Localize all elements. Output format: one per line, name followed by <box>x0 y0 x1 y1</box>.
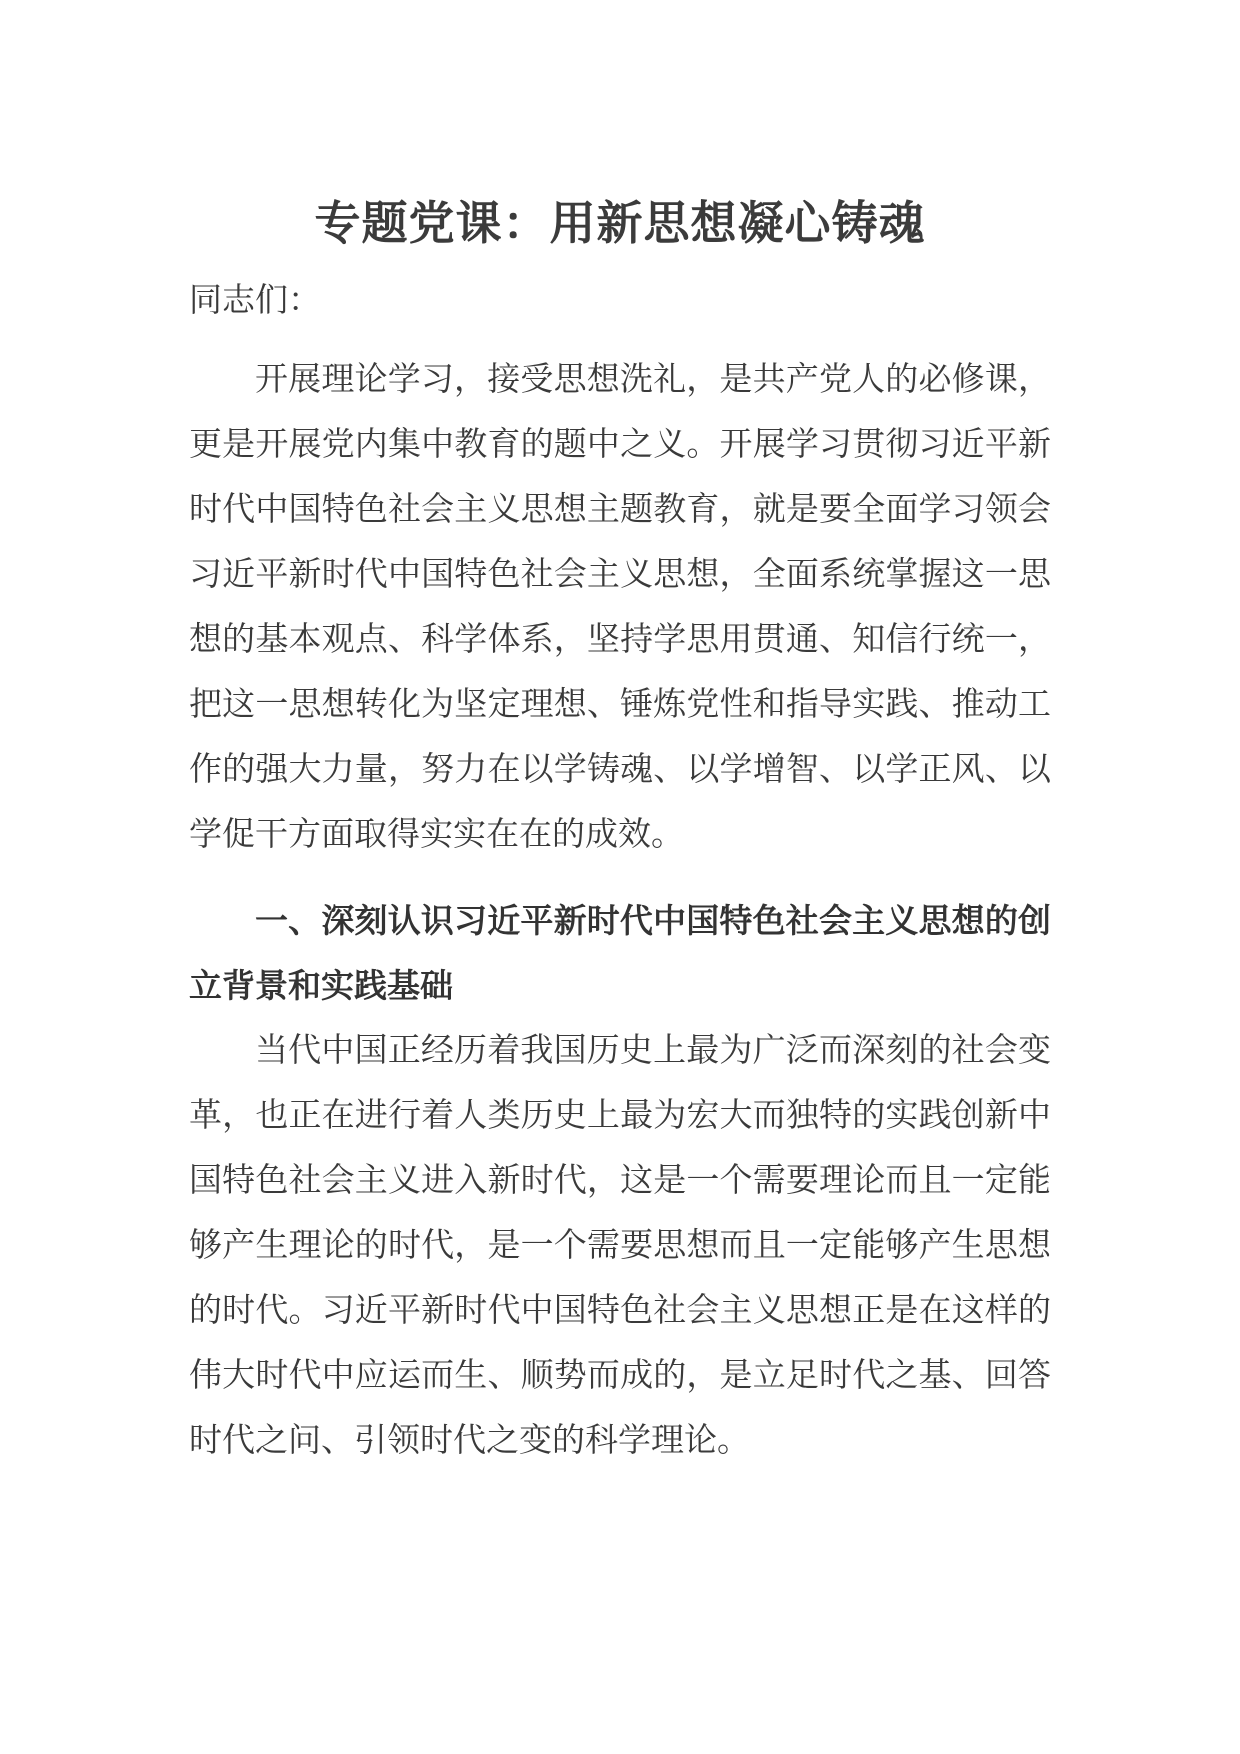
section-heading-1: 一、深刻认识习近平新时代中国特色社会主义思想的创立背景和实践基础 <box>189 901 1051 1005</box>
salutation: 同志们： <box>189 280 321 319</box>
paragraph-intro: 开展理论学习，接受思想洗礼，是共产党人的必修课，更是开展党内集中教育的题中之义。开展学习贯彻习近平新时代中国特色社会主义思想主题教育，就是要全面学习领会习近平新时代中国特色社会主义思想，全面系统掌握这一思想的基本观点、科学体系，坚持学思用贯通、知信行统一，把这一思想转化为坚定理想、锤炼党性和指导实践、推动工作的强大力量，努力在以学铸魂、以学增智、以学正风、以学促干方面取得实实在在的成效。 <box>189 359 1051 853</box>
document-title: 专题党课：用新思想凝心铸魂 <box>314 196 926 250</box>
paragraph-section-1: 当代中国正经历着我国历史上最为广泛而深刻的社会变革，也正在进行着人类历史上最为宏大而独特的实践创新中国特色社会主义进入新时代，这是一个需要理论而且一定能够产生理论的时代，是一个需要思想而且一定能够产生思想的时代。习近平新时代中国特色社会主义思想正是在这样的伟大时代中应运而生、顺势而成的，是立足时代之基、回答时代之问、引领时代之变的科学理论。 <box>189 1030 1051 1459</box>
